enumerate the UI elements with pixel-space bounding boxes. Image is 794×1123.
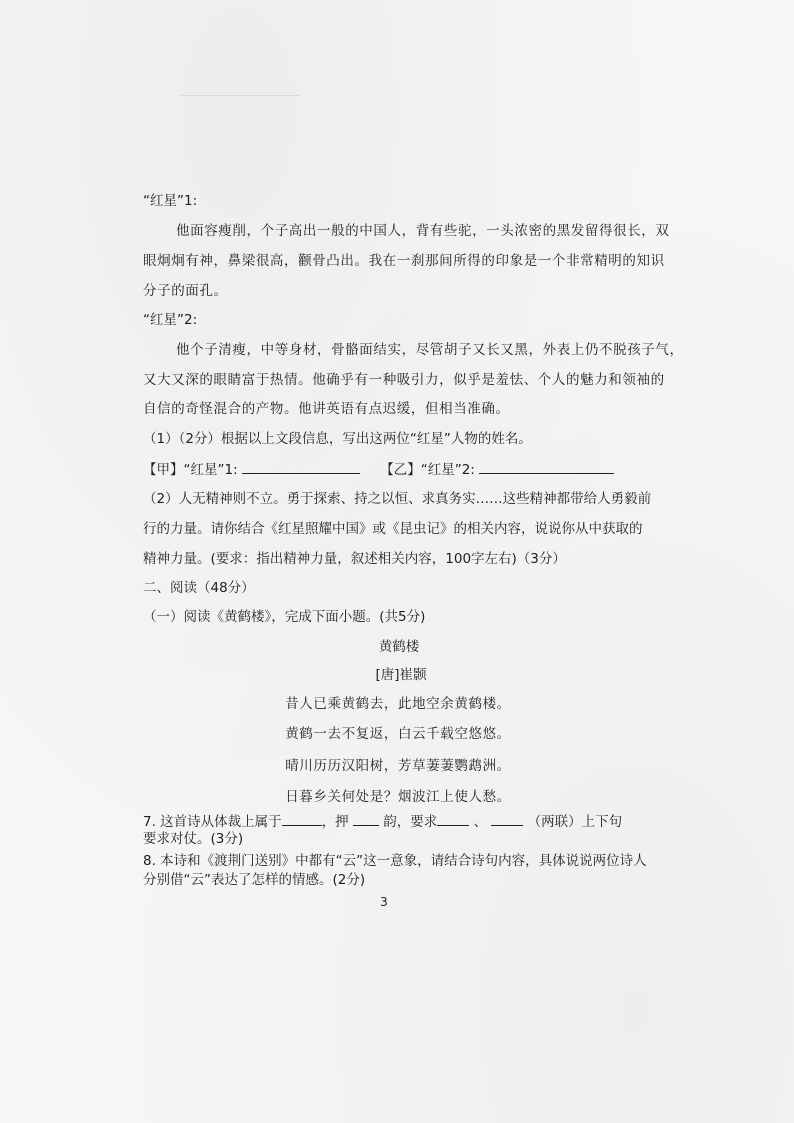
question-7-part-2: ，押 [321,814,349,830]
red-star-2-heading: “红星”2: [143,312,198,328]
question-1-answers [143,459,614,479]
question-7-part-3: 韵，要求 [383,814,438,830]
couplet-blank-2[interactable] [491,811,523,826]
section-2-title: 二、阅读（48分） [143,580,255,596]
red-star-2-line-1: 他个子清瘦，中等身材，骨骼面结实，尽管胡子又长又黑，外表上仍不脱孩子气， [176,342,684,358]
scan-artifact [180,95,300,96]
poem-line-2: 黄鹤一去不复返，白云千载空悠悠。 [285,726,511,742]
red-star-2-line-2: 又大又深的眼睛富于热情。他确乎有一种吸引力，似乎是羞怯、个人的魅力和领袖的 [143,372,665,388]
red-star-1-line-1: 他面容瘦削，个子高出一般的中国人，背有些驼，一头浓密的黑发留得很长，双 [176,223,670,239]
red-star-2-line-3: 自信的奇怪混合的产物。他讲英语有点迟缓，但相当准确。 [143,401,510,417]
question-2-line-2: 行的力量。请你结合《红星照耀中国》或《昆虫记》的相关内容，说说你从中获取的 [143,521,643,537]
question-7-part-5: （两联）上下句 [527,814,623,830]
red-star-1-line-3: 分子的面孔。 [143,283,228,299]
poem-author: [唐]崔颢 [375,667,427,683]
poem-title: 黄鹤楼 [378,639,420,655]
answer-a-blank[interactable] [242,459,360,474]
question-8-line-2: 分别借“云”表达了怎样的情感。(2分) [143,872,366,888]
answer-b-blank[interactable] [479,459,614,474]
question-7-line-2: 要求对仗。(3分) [143,831,244,847]
rhyme-blank[interactable] [353,811,379,826]
poem-line-1: 昔人已乘黄鹤去，此地空余黄鹤楼。 [285,696,511,712]
question-7-part-4: 、 [473,814,488,830]
red-star-1-heading: “红星”1: [143,193,198,209]
question-7-line-1 [143,811,622,831]
answer-a-label: 【甲】“红星”1: [143,462,238,478]
question-2-line-3: 精神力量。(要求：指出精神力量，叙述相关内容，100字左右)（3分） [143,551,566,567]
genre-blank[interactable] [282,811,322,826]
poem-line-3: 晴川历历汉阳树，芳草萋萋鹦鹉洲。 [285,758,511,774]
section-2-subtitle: （一）阅读《黄鹤楼》，完成下面小题。(共5分) [143,609,426,625]
question-2-line-1: （2）人无精神则不立。勇于探索、持之以恒、求真务实……这些精神都带给人勇毅前 [143,491,652,507]
red-star-1-line-2: 眼炯炯有神，鼻梁很高，颧骨凸出。我在一刹那间所得的印象是一个非常精明的知识 [143,253,665,269]
question-8-line-1: 8. 本诗和《渡荆门送别》中都有“云”这一意象，请结合诗句内容，具体说说两位诗人 [143,853,647,869]
couplet-blank-1[interactable] [437,811,469,826]
page-number: 3 [380,895,388,909]
poem-line-4: 日暮乡关何处是？烟波江上使人愁。 [285,789,511,805]
question-7-part-1: 7. 这首诗从体裁上属于 [143,814,282,830]
answer-b-label: 【乙】“红星”2: [380,462,475,478]
question-1-text: （1）（2分）根据以上文段信息，写出这两位“红星”人物的姓名。 [143,431,532,447]
